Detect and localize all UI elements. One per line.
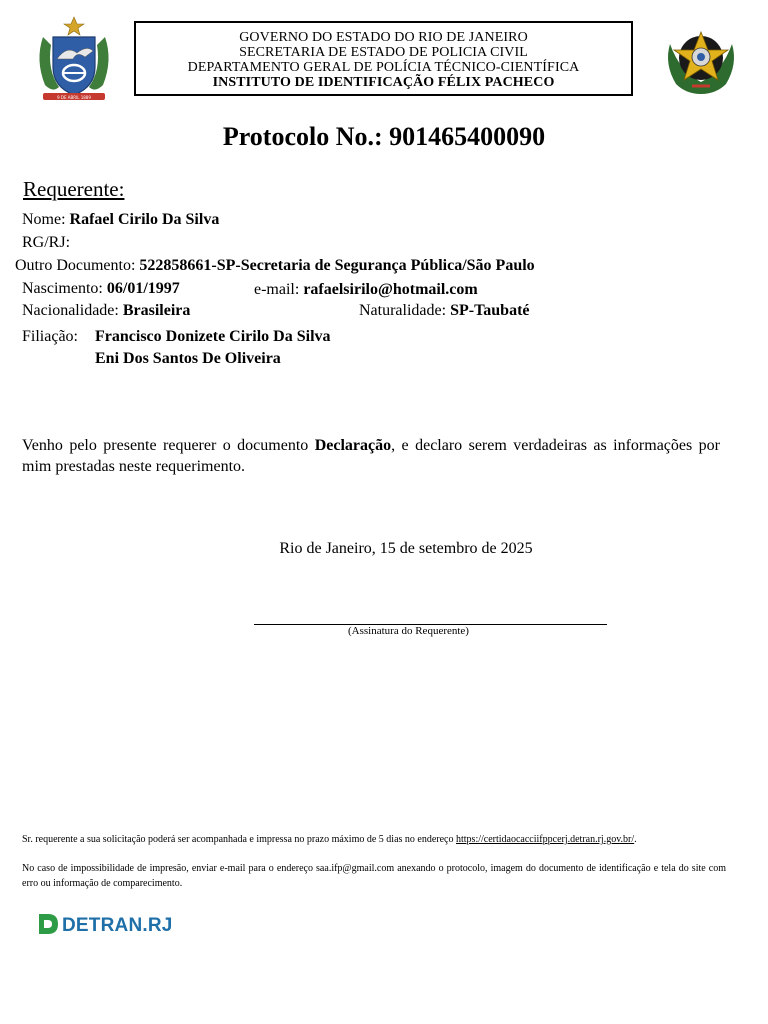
svg-text:9 DE ABRIL 1889: 9 DE ABRIL 1889 [57,95,91,100]
footer-note-tracking-text: Sr. requerente a sua solicitação poderá ser acompanhada e impressa no prazo máximo de 5 dias no endereço [22,834,454,845]
naturalidade-field [359,302,530,320]
protocol-title: Protocolo No.: 901465400090 [222,122,546,151]
filiacao-mother-value: Eni Dos Santos De Oliveira [95,350,281,367]
filiacao-label: Filiação: [22,328,78,345]
nascimento-value: 06/01/1997 [106,280,180,297]
rio-de-janeiro-state-coat-of-arms-icon [33,15,115,103]
footer-note-email: No caso de impossibilidade de impresão, enviar e-mail para o endereço saa.ifp@gmail.com anexando o protocolo, imagem do documento de identificação e tela do site com erro ou informação de comparecimento. [22,863,726,889]
detran-logo [37,913,173,939]
filiacao-father-value: Francisco Donizete Cirilo Da Silva [95,328,331,345]
outro-documento-value: 522858661-SP-Secretaria de Segurança Pública/São Paulo [139,257,535,274]
detran-logo-text: DETRAN.RJ [62,915,173,936]
declaration-text-after: , e declaro serem verdadeiras as informações por mim prestadas neste requerimento. [22,437,720,475]
certidao-link-suffix: . [634,834,637,845]
requerente-heading: Requerente: [23,177,125,201]
header-line-department: DEPARTAMENTO GERAL DE POLÍCIA TÉCNICO-CIENTÍFICA [187,60,580,75]
nome-field [22,211,219,229]
declaration-document-name: Declaração [314,437,392,454]
detran-d-logo-icon [37,912,59,941]
filiacao-father [95,328,331,346]
naturalidade-label: Naturalidade: [359,302,447,319]
footer-note-tracking [22,832,726,847]
rg-field [22,234,70,252]
nascimento-field [22,280,180,298]
nacionalidade-field [22,302,190,320]
declaration-paragraph [22,435,720,477]
nascimento-label: Nascimento: [22,280,103,297]
place-date: Rio de Janeiro, 15 de setembro de 2025 [279,540,533,557]
outro-documento-label: Outro Documento: [15,257,136,274]
naturalidade-value: SP-Taubaté [450,302,530,319]
header-line-government: GOVERNO DO ESTADO DO RIO DE JANEIRO [239,30,528,45]
header-line-institute: INSTITUTO DE IDENTIFICAÇÃO FÉLIX PACHECO [212,75,555,90]
policia-civil-star-emblem-icon [662,24,740,96]
certidao-link[interactable]: https://certidaocacciifppcerj.detran.rj.gov.br/ [456,834,635,845]
filiacao-mother [95,350,281,368]
email-field [254,281,478,299]
outro-documento-field [15,257,535,275]
header-box [134,21,633,96]
email-value: rafaelsirilo@hotmail.com [303,281,478,298]
signature-label: (Assinatura do Requerente) [348,625,469,637]
nacionalidade-value: Brasileira [122,302,191,319]
header-line-secretariat: SECRETARIA DE ESTADO DE POLICIA CIVIL [239,45,528,60]
nacionalidade-label: Nacionalidade: [22,302,119,319]
rg-label: RG/RJ: [22,234,71,251]
nome-value: Rafael Cirilo Da Silva [69,211,220,228]
declaration-text-before: Venho pelo presente requerer o documento [22,437,315,454]
nome-label: Nome: [22,211,66,228]
email-label: e-mail: [254,281,300,298]
